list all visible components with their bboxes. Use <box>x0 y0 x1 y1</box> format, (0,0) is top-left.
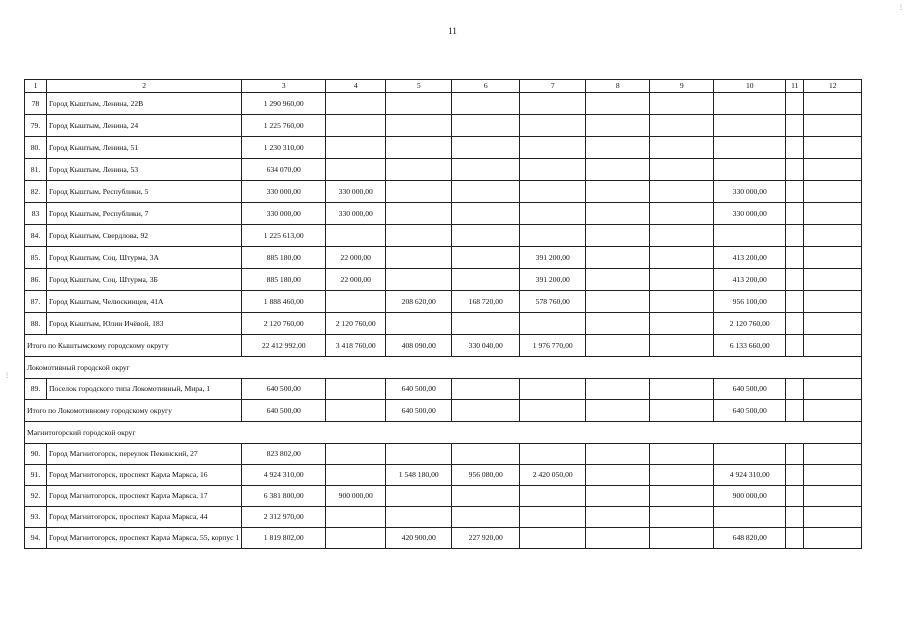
amount-cell <box>586 507 650 528</box>
column-number: 12 <box>804 80 862 93</box>
amount-cell <box>586 269 650 291</box>
amount-cell: 956 080,00 <box>452 465 520 486</box>
amount-cell <box>714 507 786 528</box>
amount-cell <box>326 159 386 181</box>
table-row <box>25 269 862 291</box>
address-cell: Город Кыштым, Ленина, 22В <box>47 93 242 115</box>
amount-cell <box>586 465 650 486</box>
amount-cell <box>326 444 386 465</box>
amount-cell <box>586 159 650 181</box>
amount-cell <box>586 486 650 507</box>
amount-cell: 6 381 800,00 <box>242 486 326 507</box>
amount-cell <box>586 528 650 549</box>
amount-cell <box>586 444 650 465</box>
section-title: Локомотивный городской округ <box>25 357 862 379</box>
amount-cell <box>386 486 452 507</box>
row-number: 90. <box>25 444 47 465</box>
amount-cell: 640 500,00 <box>386 379 452 400</box>
amount-cell <box>804 400 862 422</box>
amount-cell <box>452 225 520 247</box>
amount-cell: 2 120 760,00 <box>326 313 386 335</box>
total-label: Итого по Кыштымскому городскому округу <box>25 335 242 357</box>
amount-cell <box>586 181 650 203</box>
column-number: 2 <box>47 80 242 93</box>
column-number: 6 <box>452 80 520 93</box>
amount-cell: 22 000,00 <box>326 269 386 291</box>
amount-cell <box>326 528 386 549</box>
amount-cell: 408 090,00 <box>386 335 452 357</box>
amount-cell <box>452 379 520 400</box>
amount-cell <box>804 247 862 269</box>
amount-cell <box>386 225 452 247</box>
amount-cell <box>386 313 452 335</box>
amount-cell: 640 500,00 <box>242 379 326 400</box>
amount-cell <box>520 400 586 422</box>
row-number: 93. <box>25 507 47 528</box>
amount-cell <box>520 528 586 549</box>
row-number: 82. <box>25 181 47 203</box>
row-number: 86. <box>25 269 47 291</box>
address-cell: Город Кыштым, Республики, 5 <box>47 181 242 203</box>
amount-cell <box>804 444 862 465</box>
row-number: 84. <box>25 225 47 247</box>
amount-cell <box>650 444 714 465</box>
amount-cell <box>786 486 804 507</box>
funding-table <box>24 79 862 549</box>
amount-cell <box>452 93 520 115</box>
amount-cell: 22 000,00 <box>326 247 386 269</box>
amount-cell <box>386 137 452 159</box>
amount-cell: 1 548 180,00 <box>386 465 452 486</box>
amount-cell: 900 000,00 <box>714 486 786 507</box>
amount-cell: 1 230 310,00 <box>242 137 326 159</box>
column-number: 3 <box>242 80 326 93</box>
total-row <box>25 400 862 422</box>
amount-cell <box>452 115 520 137</box>
amount-cell: 1 819 802,00 <box>242 528 326 549</box>
amount-cell <box>650 291 714 313</box>
amount-cell: 330 000,00 <box>242 203 326 225</box>
table-row <box>25 528 862 549</box>
section-header-row <box>25 422 862 444</box>
amount-cell: 4 924 310,00 <box>714 465 786 486</box>
amount-cell <box>386 247 452 269</box>
amount-cell <box>714 137 786 159</box>
amount-cell <box>326 400 386 422</box>
amount-cell <box>452 486 520 507</box>
amount-cell <box>804 335 862 357</box>
amount-cell <box>804 528 862 549</box>
amount-cell <box>452 507 520 528</box>
amount-cell: 578 760,00 <box>520 291 586 313</box>
amount-cell <box>804 203 862 225</box>
amount-cell: 227 920,00 <box>452 528 520 549</box>
table-row <box>25 465 862 486</box>
section-title: Магнитогорский городской округ <box>25 422 862 444</box>
row-number: 81. <box>25 159 47 181</box>
amount-cell <box>326 291 386 313</box>
amount-cell <box>804 486 862 507</box>
amount-cell: 885 180,00 <box>242 269 326 291</box>
table-row <box>25 247 862 269</box>
amount-cell <box>786 159 804 181</box>
amount-cell <box>786 181 804 203</box>
amount-cell <box>452 137 520 159</box>
address-cell: Город Кыштым, Ленина, 51 <box>47 137 242 159</box>
column-number: 1 <box>25 80 47 93</box>
amount-cell: 2 312 970,00 <box>242 507 326 528</box>
amount-cell: 1 888 460,00 <box>242 291 326 313</box>
amount-cell <box>650 247 714 269</box>
row-number: 87. <box>25 291 47 313</box>
amount-cell <box>452 203 520 225</box>
amount-cell: 391 200,00 <box>520 247 586 269</box>
row-number: 79. <box>25 115 47 137</box>
amount-cell: 413 200,00 <box>714 247 786 269</box>
amount-cell <box>586 137 650 159</box>
amount-cell: 900 000,00 <box>326 486 386 507</box>
amount-cell <box>650 203 714 225</box>
row-number: 88. <box>25 313 47 335</box>
amount-cell <box>650 115 714 137</box>
table-row <box>25 93 862 115</box>
amount-cell <box>452 159 520 181</box>
address-cell: Город Кыштым, Челюскинцев, 41А <box>47 291 242 313</box>
amount-cell <box>586 400 650 422</box>
amount-cell: 1 976 770,00 <box>520 335 586 357</box>
address-cell: Город Кыштым, Соц. Штурма, 3Б <box>47 269 242 291</box>
amount-cell <box>786 335 804 357</box>
amount-cell <box>650 400 714 422</box>
amount-cell: 22 412 992,00 <box>242 335 326 357</box>
amount-cell: 823 802,00 <box>242 444 326 465</box>
amount-cell <box>804 269 862 291</box>
amount-cell <box>520 379 586 400</box>
table-row <box>25 313 862 335</box>
amount-cell: 885 180,00 <box>242 247 326 269</box>
amount-cell: 634 070,00 <box>242 159 326 181</box>
amount-cell <box>650 465 714 486</box>
amount-cell <box>804 93 862 115</box>
amount-cell <box>650 159 714 181</box>
amount-cell <box>804 291 862 313</box>
amount-cell <box>804 225 862 247</box>
amount-cell <box>786 225 804 247</box>
amount-cell <box>650 507 714 528</box>
column-number: 7 <box>520 80 586 93</box>
amount-cell <box>452 444 520 465</box>
amount-cell <box>586 379 650 400</box>
amount-cell: 4 924 310,00 <box>242 465 326 486</box>
table-row <box>25 225 862 247</box>
amount-cell <box>452 247 520 269</box>
amount-cell <box>650 379 714 400</box>
row-number: 89. <box>25 379 47 400</box>
amount-cell <box>586 291 650 313</box>
amount-cell <box>386 507 452 528</box>
table-row <box>25 486 862 507</box>
amount-cell: 330 040,00 <box>452 335 520 357</box>
amount-cell <box>786 313 804 335</box>
amount-cell <box>586 203 650 225</box>
amount-cell <box>386 181 452 203</box>
amount-cell <box>452 400 520 422</box>
address-cell: Город Кыштым, Ленина, 24 <box>47 115 242 137</box>
amount-cell: 330 000,00 <box>326 203 386 225</box>
column-number: 10 <box>714 80 786 93</box>
table-row <box>25 203 862 225</box>
amount-cell <box>586 335 650 357</box>
amount-cell <box>786 137 804 159</box>
margin-mark: ⋮ <box>4 373 10 379</box>
row-number: 94. <box>25 528 47 549</box>
amount-cell <box>326 93 386 115</box>
address-cell: Город Магнитогорск, проспект Карла Маркса, 55, корпус 1 <box>47 528 242 549</box>
amount-cell <box>786 507 804 528</box>
table-row <box>25 181 862 203</box>
amount-cell <box>586 247 650 269</box>
amount-cell <box>804 181 862 203</box>
amount-cell <box>326 115 386 137</box>
amount-cell: 208 620,00 <box>386 291 452 313</box>
amount-cell <box>520 313 586 335</box>
total-label: Итого по Локомотивному городскому округу <box>25 400 242 422</box>
amount-cell <box>714 444 786 465</box>
amount-cell: 640 500,00 <box>386 400 452 422</box>
amount-cell <box>786 444 804 465</box>
amount-cell <box>452 181 520 203</box>
amount-cell <box>786 528 804 549</box>
amount-cell <box>650 335 714 357</box>
row-number: 85. <box>25 247 47 269</box>
amount-cell: 420 900,00 <box>386 528 452 549</box>
table-row <box>25 507 862 528</box>
amount-cell <box>586 225 650 247</box>
column-number: 8 <box>586 80 650 93</box>
column-number: 5 <box>386 80 452 93</box>
amount-cell <box>520 203 586 225</box>
amount-cell <box>650 93 714 115</box>
amount-cell <box>520 486 586 507</box>
amount-cell <box>452 269 520 291</box>
amount-cell <box>326 379 386 400</box>
amount-cell <box>520 181 586 203</box>
amount-cell <box>650 313 714 335</box>
amount-cell <box>804 507 862 528</box>
address-cell: Город Магнитогорск, переулок Пекинский, 27 <box>47 444 242 465</box>
amount-cell <box>786 269 804 291</box>
amount-cell <box>586 93 650 115</box>
amount-cell <box>786 93 804 115</box>
amount-cell <box>386 115 452 137</box>
amount-cell <box>452 313 520 335</box>
amount-cell <box>520 115 586 137</box>
total-row <box>25 335 862 357</box>
amount-cell <box>650 137 714 159</box>
amount-cell <box>650 269 714 291</box>
amount-cell: 3 418 760,00 <box>326 335 386 357</box>
amount-cell: 330 000,00 <box>714 181 786 203</box>
row-number: 83 <box>25 203 47 225</box>
address-cell: Город Кыштым, Соц. Штурма, 3А <box>47 247 242 269</box>
amount-cell: 640 500,00 <box>242 400 326 422</box>
amount-cell <box>804 379 862 400</box>
table-row <box>25 444 862 465</box>
column-number: 4 <box>326 80 386 93</box>
table-row <box>25 137 862 159</box>
amount-cell: 640 500,00 <box>714 379 786 400</box>
row-number: 80. <box>25 137 47 159</box>
amount-cell <box>714 93 786 115</box>
amount-cell <box>520 159 586 181</box>
column-number-header-row <box>25 80 862 93</box>
row-number: 92. <box>25 486 47 507</box>
amount-cell <box>386 203 452 225</box>
table-row <box>25 115 862 137</box>
address-cell: Город Магнитогорск, проспект Карла Маркса, 17 <box>47 486 242 507</box>
amount-cell <box>326 225 386 247</box>
amount-cell: 1 225 613,00 <box>242 225 326 247</box>
amount-cell: 2 420 050,00 <box>520 465 586 486</box>
amount-cell <box>786 291 804 313</box>
amount-cell <box>786 465 804 486</box>
amount-cell <box>714 115 786 137</box>
amount-cell <box>586 115 650 137</box>
amount-cell <box>650 181 714 203</box>
amount-cell: 2 120 760,00 <box>714 313 786 335</box>
table-row <box>25 291 862 313</box>
column-number: 11 <box>786 80 804 93</box>
amount-cell <box>650 225 714 247</box>
amount-cell: 413 200,00 <box>714 269 786 291</box>
table-row <box>25 159 862 181</box>
amount-cell: 330 000,00 <box>326 181 386 203</box>
column-number: 9 <box>650 80 714 93</box>
amount-cell: 640 500,00 <box>714 400 786 422</box>
amount-cell <box>386 93 452 115</box>
amount-cell <box>786 400 804 422</box>
page-number: 11 <box>448 26 457 36</box>
row-number: 91. <box>25 465 47 486</box>
amount-cell <box>326 465 386 486</box>
amount-cell <box>586 313 650 335</box>
row-number: 78 <box>25 93 47 115</box>
amount-cell: 648 820,00 <box>714 528 786 549</box>
address-cell: Город Кыштым, Юлии Ичёвой, 183 <box>47 313 242 335</box>
amount-cell <box>786 203 804 225</box>
section-header-row <box>25 357 862 379</box>
amount-cell: 391 200,00 <box>520 269 586 291</box>
amount-cell <box>520 137 586 159</box>
amount-cell: 330 000,00 <box>714 203 786 225</box>
amount-cell <box>520 225 586 247</box>
amount-cell <box>650 486 714 507</box>
amount-cell <box>804 159 862 181</box>
amount-cell <box>386 269 452 291</box>
address-cell: Город Кыштым, Свердлова, 92 <box>47 225 242 247</box>
address-cell: Поселок городского типа Локомотивный, Мира, 1 <box>47 379 242 400</box>
margin-mark: ⋮ <box>898 5 904 11</box>
amount-cell <box>804 465 862 486</box>
amount-cell <box>804 313 862 335</box>
amount-cell: 6 133 660,00 <box>714 335 786 357</box>
amount-cell <box>714 159 786 181</box>
amount-cell <box>326 137 386 159</box>
amount-cell: 956 100,00 <box>714 291 786 313</box>
amount-cell <box>520 507 586 528</box>
amount-cell: 2 120 760,00 <box>242 313 326 335</box>
address-cell: Город Магнитогорск, проспект Карла Маркса, 44 <box>47 507 242 528</box>
amount-cell <box>326 507 386 528</box>
amount-cell <box>786 115 804 137</box>
amount-cell <box>386 444 452 465</box>
amount-cell <box>520 93 586 115</box>
amount-cell <box>650 528 714 549</box>
amount-cell: 330 000,00 <box>242 181 326 203</box>
amount-cell <box>714 225 786 247</box>
table-row <box>25 379 862 400</box>
amount-cell: 1 290 960,00 <box>242 93 326 115</box>
amount-cell <box>520 444 586 465</box>
address-cell: Город Кыштым, Республики, 7 <box>47 203 242 225</box>
address-cell: Город Магнитогорск, проспект Карла Маркса, 16 <box>47 465 242 486</box>
address-cell: Город Кыштым, Ленина, 53 <box>47 159 242 181</box>
amount-cell <box>786 247 804 269</box>
amount-cell: 168 720,00 <box>452 291 520 313</box>
amount-cell <box>786 379 804 400</box>
amount-cell <box>804 137 862 159</box>
amount-cell <box>386 159 452 181</box>
amount-cell <box>804 115 862 137</box>
amount-cell: 1 225 760,00 <box>242 115 326 137</box>
